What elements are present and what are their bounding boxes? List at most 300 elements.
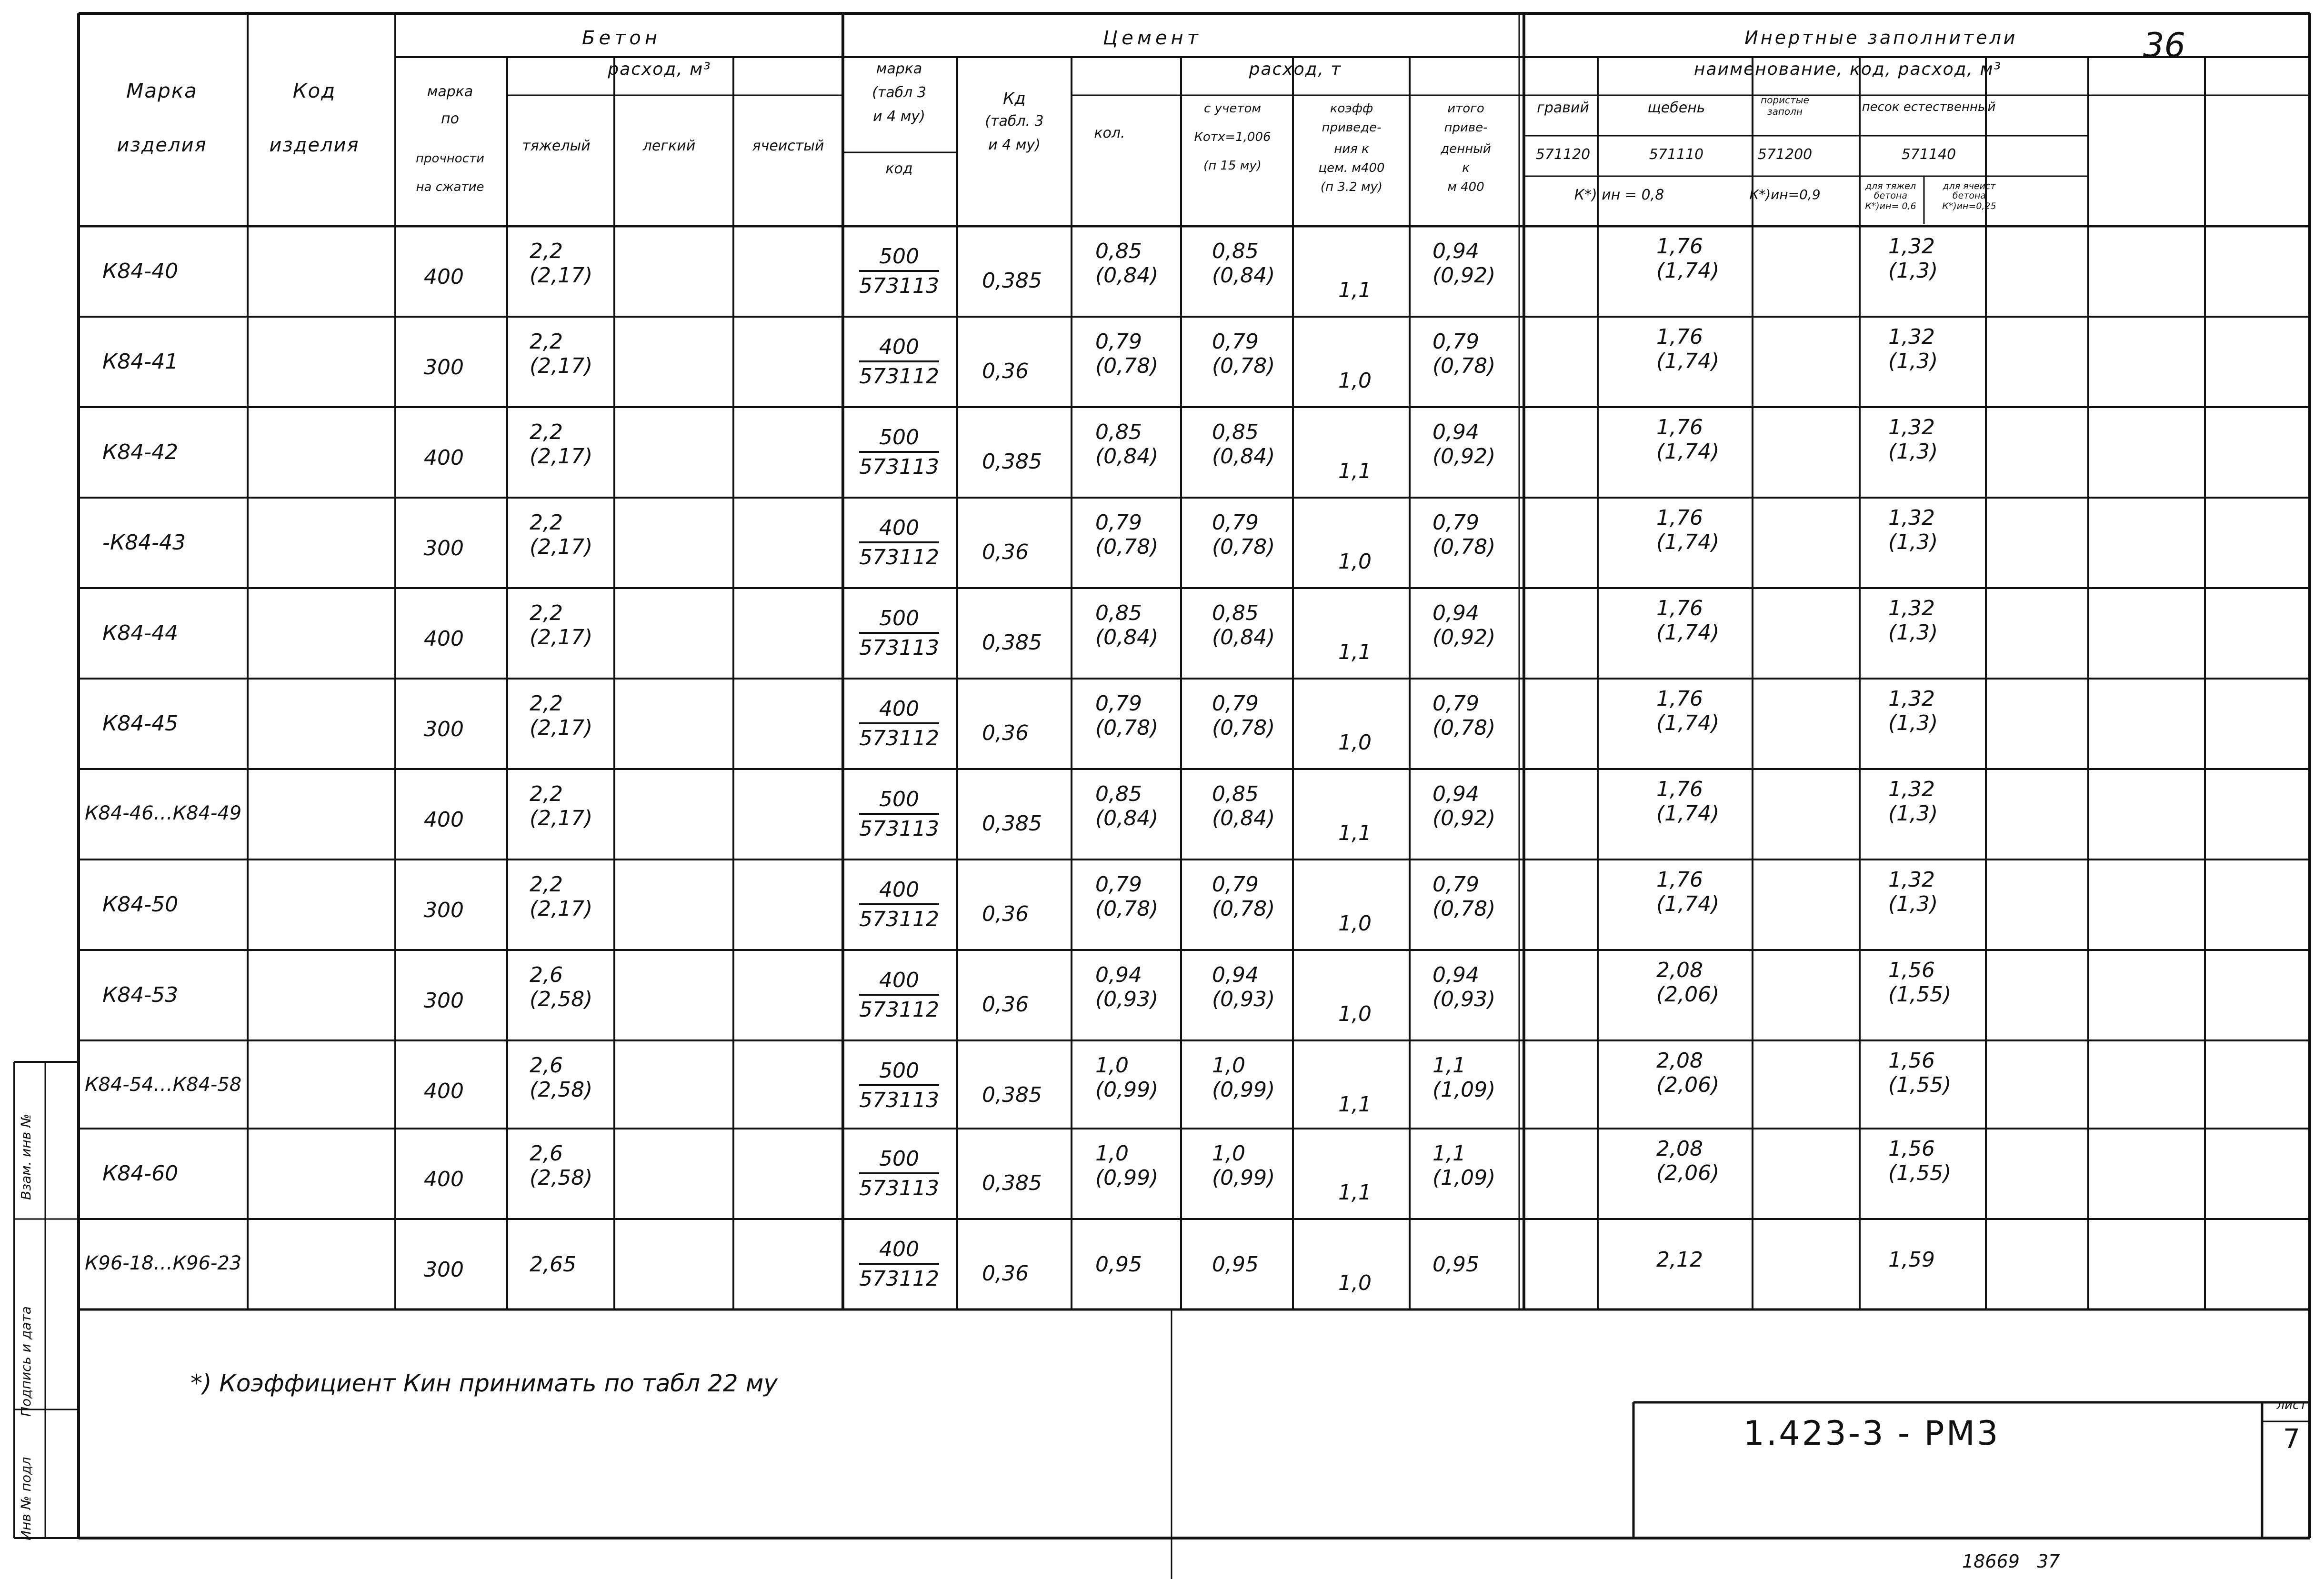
row-cement-kol-line-0: 0,85 (1095, 601, 1142, 625)
row-koeff: 1,0 (1338, 1271, 1372, 1295)
header-shcheben: щебень (1647, 100, 1705, 116)
row-cement-s-uchetom-line-1: (0,84) (1212, 806, 1275, 830)
row-cement-kol (1095, 330, 1158, 378)
row-pesok (1888, 1248, 1935, 1272)
row-shcheben (1656, 778, 1719, 826)
row-koeff: 1,1 (1338, 1180, 1372, 1205)
row-prochnost: 400 (424, 1167, 464, 1191)
row-shcheben-line-1: (1,74) (1656, 891, 1720, 916)
row-cement-kol-line-1: (0,78) (1095, 896, 1159, 921)
list-label: лист (2276, 1398, 2307, 1412)
row-cement-s-uchetom-line-0: 0,85 (1212, 601, 1259, 625)
row-beton-tyazhely (530, 1142, 592, 1190)
row-beton-tyazhely-line-0: 2,2 (530, 872, 563, 897)
row-prochnost: 300 (424, 717, 464, 741)
row-cement-s-uchetom-line-1: (0,78) (1212, 896, 1275, 921)
row-cement-kol-line-0: 0,94 (1095, 963, 1142, 987)
row-cement-itogo-line-0: 0,79 (1432, 510, 1479, 535)
row-cement-s-uchetom-line-1: (0,78) (1212, 353, 1275, 378)
row-cement-kod: 573113 (859, 636, 939, 660)
row-cement-itogo-line-1: (0,92) (1432, 806, 1496, 830)
row-cement-s-uchetom (1212, 1253, 1259, 1277)
row-cement-s-uchetom (1212, 692, 1275, 740)
row-pesok (1888, 868, 1938, 916)
row-kd: 0,385 (982, 1083, 1042, 1107)
row-cement-itogo (1432, 511, 1495, 559)
row-kd: 0,36 (982, 359, 1029, 383)
header-itogo-5: м 400 (1447, 180, 1484, 194)
row-cement-s-uchetom (1212, 873, 1275, 921)
row-beton-tyazhely (530, 240, 592, 288)
header-cem-kod: код (885, 160, 913, 177)
row-mark: К96-18…К96-23 (85, 1252, 242, 1274)
row-cement-itogo-line-0: 0,79 (1432, 330, 1479, 354)
row-pesok-line-0: 1,32 (1888, 596, 1935, 620)
row-kd: 0,385 (982, 630, 1042, 655)
row-cement-kol (1095, 511, 1158, 559)
k-pesok-tyazh-1: для тяжел (1865, 181, 1916, 191)
header-koeff-2: приведе- (1322, 120, 1382, 135)
row-cement-s-uchetom (1212, 1142, 1275, 1190)
row-cement-marka-kod (859, 608, 939, 659)
row-pesok (1888, 506, 1938, 554)
row-cement-itogo-line-1: (0,92) (1432, 625, 1496, 650)
row-shcheben-line-0: 1,76 (1656, 506, 1703, 530)
row-shcheben (1656, 597, 1719, 645)
row-cement-kol-line-1: (0,93) (1095, 987, 1159, 1011)
side-label-vzam: Взам. инв № (18, 1113, 34, 1200)
row-cement-itogo-line-0: 0,94 (1432, 963, 1479, 987)
row-cement-s-uchetom-line-1: (0,78) (1212, 534, 1275, 559)
list-number: 7 (2283, 1424, 2300, 1455)
row-beton-tyazhely (530, 330, 592, 378)
row-shcheben-line-0: 1,76 (1656, 596, 1703, 620)
row-prochnost: 300 (424, 989, 464, 1013)
row-shcheben-line-0: 1,76 (1656, 234, 1703, 259)
row-cement-s-uchetom-line-0: 0,85 (1212, 239, 1259, 263)
side-label-podpis: Подпись и дата (18, 1306, 34, 1417)
header-prochnost-2: по (441, 110, 459, 127)
row-cement-itogo-line-1: (0,92) (1432, 444, 1496, 469)
header-itogo-4: к (1462, 161, 1470, 175)
row-beton-tyazhely (530, 873, 592, 921)
row-pesok-line-1: (1,3) (1888, 891, 1938, 916)
row-beton-tyazhely-line-1: (2,17) (530, 353, 593, 378)
row-cement-s-uchetom-line-0: 0,94 (1212, 963, 1259, 987)
row-cement-marka: 500 (859, 789, 939, 815)
row-beton-tyazhely-line-0: 2,2 (530, 239, 563, 263)
row-cement-kod: 573113 (859, 817, 939, 841)
row-cement-itogo-line-0: 0,95 (1432, 1252, 1479, 1277)
header-inertnye: Инертные заполнители (1744, 27, 2018, 48)
row-cement-itogo-line-1: (1,09) (1432, 1165, 1496, 1190)
row-shcheben-line-0: 1,76 (1656, 325, 1703, 349)
row-cement-itogo-line-0: 0,79 (1432, 691, 1479, 716)
row-cement-s-uchetom-line-0: 0,79 (1212, 872, 1259, 897)
row-cement-s-uchetom-line-0: 0,95 (1212, 1252, 1259, 1277)
row-cement-kol-line-0: 0,85 (1095, 420, 1142, 444)
row-cement-marka: 400 (859, 879, 939, 905)
row-cement-kol-line-0: 1,0 (1095, 1141, 1129, 1166)
row-shcheben (1656, 959, 1719, 1007)
row-shcheben-line-0: 2,08 (1656, 1137, 1703, 1161)
row-cement-kol (1095, 873, 1158, 921)
row-cement-kol-line-0: 0,79 (1095, 872, 1142, 897)
header-cement: Цемент (1103, 27, 1202, 49)
row-cement-itogo (1432, 330, 1495, 378)
row-pesok-line-0: 1,59 (1888, 1248, 1935, 1272)
row-cement-kol-line-0: 1,0 (1095, 1053, 1129, 1078)
row-pesok-line-1: (1,55) (1888, 1160, 1952, 1185)
row-shcheben (1656, 868, 1719, 916)
k-pesok-yach-3: К*)ин=0,25 (1942, 201, 1996, 211)
row-cement-s-uchetom-line-1: (0,99) (1212, 1165, 1275, 1190)
row-kd: 0,36 (982, 902, 1029, 926)
row-cement-kol-line-0: 0,85 (1095, 239, 1142, 263)
row-cement-itogo (1432, 963, 1495, 1011)
row-beton-tyazhely-line-1: (2,17) (530, 896, 593, 921)
row-beton-tyazhely-line-1: (2,17) (530, 444, 593, 469)
row-pesok-line-1: (1,3) (1888, 710, 1938, 735)
k-gravy-shcheben: К*) ин = 0,8 (1574, 187, 1664, 203)
row-beton-tyazhely (530, 782, 592, 830)
code-poristye: 571200 (1757, 146, 1813, 163)
row-kd: 0,385 (982, 811, 1042, 836)
row-shcheben-line-1: (2,06) (1656, 1072, 1720, 1097)
row-beton-tyazhely (530, 1054, 592, 1102)
k-pesok-tyazh-2: бетона (1873, 190, 1908, 201)
row-beton-tyazhely (530, 1253, 576, 1277)
row-koeff: 1,0 (1338, 1002, 1372, 1026)
row-shcheben-line-1: (2,06) (1656, 1160, 1720, 1185)
row-cement-itogo (1432, 240, 1495, 288)
header-prochnost-4: на сжатие (416, 180, 484, 194)
header-itogo-1: итого (1447, 101, 1484, 116)
row-cement-kol (1095, 1253, 1142, 1277)
row-cement-itogo (1432, 1253, 1479, 1277)
row-shcheben-line-1: (1,74) (1656, 258, 1720, 283)
row-cement-itogo (1432, 873, 1495, 921)
row-shcheben (1656, 416, 1719, 464)
row-cement-marka: 400 (859, 970, 939, 996)
row-beton-tyazhely-line-1: (2,17) (530, 806, 593, 830)
row-cement-s-uchetom (1212, 511, 1275, 559)
row-cement-s-uchetom-line-0: 0,79 (1212, 510, 1259, 535)
row-cement-marka-kod (859, 1239, 939, 1289)
row-shcheben (1656, 1049, 1719, 1097)
row-shcheben (1656, 235, 1719, 283)
row-cement-itogo-line-1: (1,09) (1432, 1077, 1496, 1102)
row-cement-marka-kod (859, 1060, 939, 1111)
row-shcheben-line-1: (1,74) (1656, 620, 1720, 645)
k-pesok-tyazh-3: К*)ин= 0,6 (1865, 201, 1916, 211)
header-suchetom-1: с учетом (1204, 101, 1261, 116)
row-cement-marka: 500 (859, 246, 939, 272)
row-pesok (1888, 1137, 1951, 1185)
row-beton-tyazhely-line-0: 2,2 (530, 691, 563, 716)
row-cement-marka-kod (859, 518, 939, 568)
header-yacheisty: ячеистый (752, 138, 824, 154)
row-koeff: 1,0 (1338, 911, 1372, 936)
row-mark: К84-40 (102, 259, 179, 283)
row-cement-marka-kod (859, 789, 939, 839)
row-cement-itogo-line-1: (0,93) (1432, 987, 1496, 1011)
row-beton-tyazhely (530, 692, 592, 740)
row-beton-tyazhely-line-0: 2,2 (530, 330, 563, 354)
row-shcheben (1656, 325, 1719, 373)
row-pesok-line-1: (1,3) (1888, 620, 1938, 645)
row-pesok (1888, 959, 1951, 1007)
row-shcheben (1656, 506, 1719, 554)
row-cement-s-uchetom-line-0: 0,85 (1212, 782, 1259, 806)
row-kd: 0,385 (982, 269, 1042, 293)
row-pesok-line-0: 1,32 (1888, 415, 1935, 440)
side-label-inv: Инв № подл (18, 1457, 34, 1540)
row-beton-tyazhely-line-1: (2,17) (530, 625, 593, 650)
row-pesok (1888, 235, 1938, 283)
row-koeff: 1,0 (1338, 730, 1372, 755)
footnote: *) Коэффициент Кин принимать по табл 22 му (190, 1369, 778, 1397)
row-cement-marka-kod (859, 699, 939, 749)
row-beton-tyazhely-line-0: 2,6 (530, 1053, 563, 1078)
row-cement-kol-line-1: (0,78) (1095, 715, 1159, 740)
row-shcheben-line-1: (1,74) (1656, 530, 1720, 554)
row-prochnost: 400 (424, 627, 464, 651)
row-cement-kol (1095, 601, 1158, 650)
header-legky: легкий (642, 138, 696, 154)
row-kd: 0,36 (982, 992, 1029, 1017)
row-kd: 0,385 (982, 450, 1042, 474)
row-prochnost: 300 (424, 898, 464, 922)
row-pesok (1888, 778, 1938, 826)
row-cement-kol-line-1: (0,99) (1095, 1165, 1159, 1190)
row-cement-marka-kod (859, 970, 939, 1020)
row-cement-kol-line-0: 0,95 (1095, 1252, 1142, 1277)
row-cement-s-uchetom (1212, 420, 1275, 469)
row-cement-kol (1095, 692, 1158, 740)
header-cement-raskhod: расход, т (1249, 60, 1342, 79)
header-pesok: песок естественный (1862, 100, 1996, 114)
row-shcheben-line-1: (1,74) (1656, 439, 1720, 464)
row-cement-kol-line-1: (0,84) (1095, 625, 1159, 650)
row-cement-s-uchetom (1212, 782, 1275, 830)
row-pesok-line-0: 1,56 (1888, 958, 1935, 982)
row-beton-tyazhely-line-0: 2,2 (530, 782, 563, 806)
row-prochnost: 300 (424, 355, 464, 380)
header-gravy: гравий (1537, 100, 1589, 116)
row-cement-itogo-line-0: 0,94 (1432, 601, 1479, 625)
row-cement-kod: 573112 (859, 726, 939, 750)
row-shcheben (1656, 1248, 1703, 1272)
row-cement-kol-line-0: 0,79 (1095, 330, 1142, 354)
row-pesok (1888, 1049, 1951, 1097)
row-kd: 0,385 (982, 1171, 1042, 1195)
row-prochnost: 400 (424, 446, 464, 470)
row-cement-kod: 573112 (859, 1267, 939, 1291)
row-prochnost: 400 (424, 808, 464, 832)
row-mark: К84-41 (102, 350, 179, 374)
row-kd: 0,36 (982, 540, 1029, 564)
row-cement-kod: 573113 (859, 455, 939, 479)
row-cement-kol-line-1: (0,84) (1095, 444, 1159, 469)
header-tyazhely: тяжелый (522, 138, 591, 154)
row-pesok-line-1: (1,55) (1888, 1072, 1952, 1097)
row-shcheben-line-1: (1,74) (1656, 349, 1720, 373)
row-beton-tyazhely-line-1: (2,17) (530, 534, 593, 559)
row-pesok-line-1: (1,3) (1888, 801, 1938, 826)
row-shcheben (1656, 687, 1719, 735)
row-cement-marka: 500 (859, 1149, 939, 1174)
header-cem-marka-3: и 4 му) (873, 108, 925, 125)
header-suchetom-2: Котх=1,006 (1194, 130, 1271, 144)
row-cement-s-uchetom-line-0: 0,79 (1212, 330, 1259, 354)
header-poristye-1: пористые (1761, 94, 1809, 106)
row-pesok-line-1: (1,3) (1888, 439, 1938, 464)
row-cement-itogo-line-0: 1,1 (1432, 1053, 1466, 1078)
row-shcheben-line-0: 1,76 (1656, 415, 1703, 440)
row-mark: К84-42 (102, 440, 179, 464)
row-beton-tyazhely (530, 420, 592, 469)
row-cement-kol-line-0: 0,79 (1095, 510, 1142, 535)
row-mark: К84-50 (102, 892, 179, 917)
row-pesok-line-0: 1,32 (1888, 777, 1935, 801)
row-mark: К84-54…К84-58 (85, 1074, 242, 1096)
row-beton-tyazhely-line-1: (2,58) (530, 987, 593, 1011)
row-cement-kol-line-0: 0,79 (1095, 691, 1142, 716)
row-cement-s-uchetom-line-1: (0,84) (1212, 263, 1275, 288)
row-shcheben-line-0: 1,76 (1656, 687, 1703, 711)
row-cement-itogo (1432, 1054, 1495, 1102)
row-mark: К84-53 (102, 983, 179, 1007)
row-cement-kol-line-1: (0,84) (1095, 263, 1159, 288)
row-cement-kol (1095, 963, 1158, 1011)
header-marka-1: Марка (126, 79, 198, 102)
header-kod-1: Код (292, 79, 336, 102)
row-beton-tyazhely-line-1: (2,58) (530, 1165, 593, 1190)
row-beton-tyazhely-line-0: 2,6 (530, 1141, 563, 1166)
row-cement-kod: 573112 (859, 998, 939, 1022)
row-cement-itogo-line-1: (0,78) (1432, 353, 1496, 378)
k-pesok-yach-2: бетона (1952, 190, 1986, 201)
row-koeff: 1,1 (1338, 640, 1372, 664)
row-cement-kol-line-1: (0,84) (1095, 806, 1159, 830)
row-beton-tyazhely-line-1: (2,17) (530, 263, 593, 288)
header-kol: кол. (1094, 125, 1125, 141)
row-cement-itogo-line-0: 0,94 (1432, 420, 1479, 444)
row-shcheben-line-0: 2,08 (1656, 958, 1703, 982)
row-beton-tyazhely (530, 601, 592, 650)
row-cement-marka-kod (859, 427, 939, 478)
row-cement-s-uchetom-line-1: (0,78) (1212, 715, 1275, 740)
row-cement-marka: 400 (859, 518, 939, 543)
row-pesok-line-1: (1,3) (1888, 258, 1938, 283)
bottom-numbers: 18669 37 (1962, 1551, 2060, 1572)
header-marka-2: изделия (117, 134, 207, 156)
row-shcheben-line-0: 1,76 (1656, 868, 1703, 892)
row-cement-itogo-line-0: 0,79 (1432, 872, 1479, 897)
row-cement-s-uchetom (1212, 601, 1275, 650)
header-beton-raskhod: расход, м³ (608, 60, 711, 79)
row-cement-marka: 400 (859, 337, 939, 362)
header-kod-2: изделия (269, 134, 360, 156)
row-beton-tyazhely-line-1: (2,58) (530, 1077, 593, 1102)
row-cement-marka-kod (859, 337, 939, 387)
row-cement-s-uchetom-line-0: 1,0 (1212, 1053, 1245, 1078)
row-pesok-line-1: (1,3) (1888, 530, 1938, 554)
row-shcheben-line-0: 1,76 (1656, 777, 1703, 801)
row-pesok-line-0: 1,32 (1888, 506, 1935, 530)
row-shcheben-line-1: (1,74) (1656, 801, 1720, 826)
row-pesok (1888, 325, 1938, 373)
row-cement-marka-kod (859, 246, 939, 297)
row-cement-s-uchetom-line-1: (0,93) (1212, 987, 1275, 1011)
row-mark: К84-45 (102, 711, 179, 736)
row-cement-marka-kod (859, 879, 939, 930)
row-cement-marka: 500 (859, 1060, 939, 1086)
row-cement-kol (1095, 782, 1158, 830)
row-cement-s-uchetom-line-0: 0,85 (1212, 420, 1259, 444)
header-koeff-1: коэфф (1330, 101, 1373, 116)
row-cement-kol (1095, 420, 1158, 469)
header-poristye-2: заполн (1767, 106, 1803, 117)
header-suchetom-3: (п 15 му) (1203, 159, 1262, 173)
header-koeff-3: ния к (1334, 142, 1369, 156)
row-cement-s-uchetom-line-1: (0,84) (1212, 444, 1275, 469)
row-prochnost: 300 (424, 536, 464, 560)
header-itogo-2: приве- (1444, 120, 1488, 135)
row-cement-kol (1095, 1142, 1158, 1190)
row-cement-s-uchetom (1212, 963, 1275, 1011)
row-cement-s-uchetom-line-1: (0,84) (1212, 625, 1275, 650)
header-naimenovanie: наименование, код, расход, м³ (1693, 60, 2002, 79)
row-cement-s-uchetom (1212, 330, 1275, 378)
row-koeff: 1,1 (1338, 459, 1372, 483)
corner-number: 36 (2143, 26, 2186, 65)
row-cement-itogo (1432, 420, 1495, 469)
row-cement-itogo-line-0: 1,1 (1432, 1141, 1466, 1166)
row-cement-s-uchetom-line-0: 1,0 (1212, 1141, 1245, 1166)
k-poristye: К*)ин=0,9 (1749, 187, 1821, 202)
row-pesok (1888, 687, 1938, 735)
row-pesok (1888, 416, 1938, 464)
row-cement-kod: 573113 (859, 1088, 939, 1112)
row-cement-marka: 500 (859, 427, 939, 453)
row-koeff: 1,1 (1338, 278, 1372, 302)
header-itogo-3: денный (1441, 142, 1491, 156)
row-shcheben-line-0: 2,08 (1656, 1049, 1703, 1073)
code-pesok: 571140 (1901, 146, 1956, 163)
row-cement-kod: 573113 (859, 274, 939, 298)
row-pesok (1888, 597, 1938, 645)
row-pesok-line-0: 1,32 (1888, 868, 1935, 892)
row-cement-kol-line-0: 0,85 (1095, 782, 1142, 806)
row-cement-s-uchetom (1212, 1054, 1275, 1102)
row-cement-itogo-line-0: 0,94 (1432, 239, 1479, 263)
row-cement-itogo-line-0: 0,94 (1432, 782, 1479, 806)
row-beton-tyazhely (530, 511, 592, 559)
row-kd: 0,36 (982, 1261, 1029, 1286)
row-pesok-line-1: (1,55) (1888, 982, 1952, 1007)
row-mark: -К84-43 (102, 530, 186, 555)
row-cement-kod: 573113 (859, 1176, 939, 1200)
row-cement-itogo-line-1: (0,78) (1432, 715, 1496, 740)
code-gravy: 571120 (1535, 146, 1591, 163)
row-pesok-line-0: 1,56 (1888, 1049, 1935, 1073)
row-pesok-line-0: 1,56 (1888, 1137, 1935, 1161)
row-cement-kol-line-1: (0,78) (1095, 353, 1159, 378)
row-mark: К84-60 (102, 1161, 179, 1186)
row-cement-kod: 573112 (859, 545, 939, 570)
